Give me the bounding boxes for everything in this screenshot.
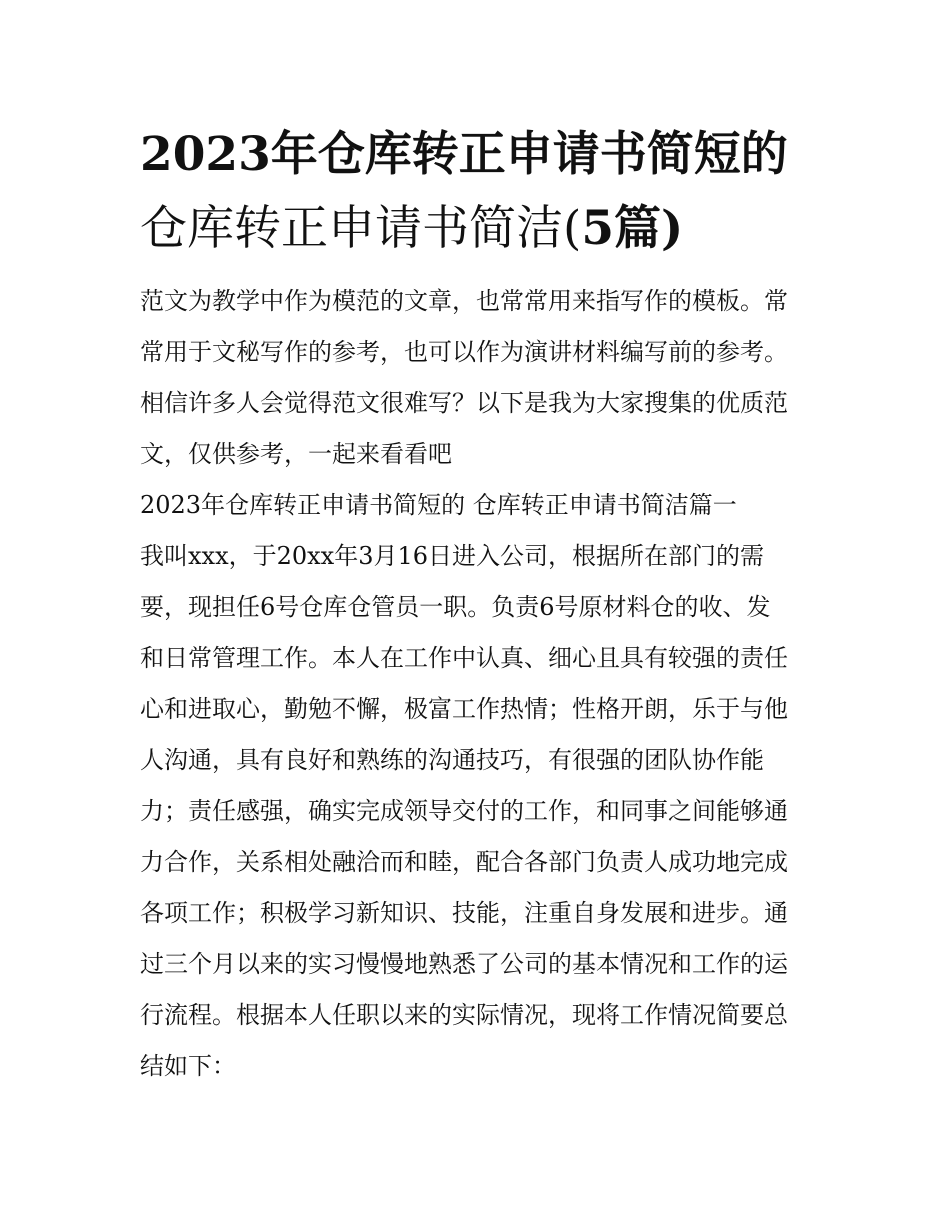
intro-line: 相信许多人会觉得范文很难写？以下是我为大家搜集的优质范 xyxy=(140,389,788,417)
document-body xyxy=(140,281,820,1097)
title-line-2-suffix: 篇) xyxy=(614,201,684,256)
section-line: 人沟通，具有良好和熟练的沟通技巧，有很强的团队协作能 xyxy=(140,746,764,774)
section-line: 力合作，关系相处融洽而和睦，配合各部门负责人成功地完成 xyxy=(140,848,788,876)
title-line-2-prefix: 仓库转正申请书简洁( xyxy=(140,201,582,256)
intro-line: 范文为教学中作为模范的文章，也常常用来指写作的模板。常 xyxy=(140,287,788,315)
section-line: 力；责任感强，确实完成领导交付的工作，和同事之间能够通 xyxy=(140,797,788,825)
intro-line: 常用于文秘写作的参考，也可以作为演讲材料编写前的参考。 xyxy=(140,338,788,366)
title-line-1 xyxy=(140,118,830,192)
document-title xyxy=(140,118,830,266)
title-line-1-text: 2023年仓库转正申请书简短的 xyxy=(140,127,788,182)
section-line: 过三个月以来的实习慢慢地熟悉了公司的基本情况和工作的运 xyxy=(140,950,788,978)
section-heading: 2023年仓库转正申请书简短的 仓库转正申请书简洁篇一 xyxy=(140,491,737,519)
section-line: 结如下： xyxy=(140,1052,236,1080)
intro-line: 文，仅供参考，一起来看看吧 xyxy=(140,440,452,468)
section-line: 和日常管理工作。本人在工作中认真、细心且具有较强的责任 xyxy=(140,644,788,672)
section-line: 要，现担任6号仓库仓管员一职。负责6号原材料仓的收、发 xyxy=(140,593,771,621)
title-line-2 xyxy=(140,192,830,266)
section-line: 心和进取心，勤勉不懈，极富工作热情；性格开朗，乐于与他 xyxy=(140,695,788,723)
section-line: 行流程。根据本人任职以来的实际情况，现将工作情况简要总 xyxy=(140,1001,788,1029)
section-line: 各项工作；积极学习新知识、技能，注重自身发展和进步。通 xyxy=(140,899,788,927)
section-line: 我叫xxx，于20xx年3月16日进入公司，根据所在部门的需 xyxy=(140,542,765,570)
title-line-2-number: 5 xyxy=(581,201,615,256)
